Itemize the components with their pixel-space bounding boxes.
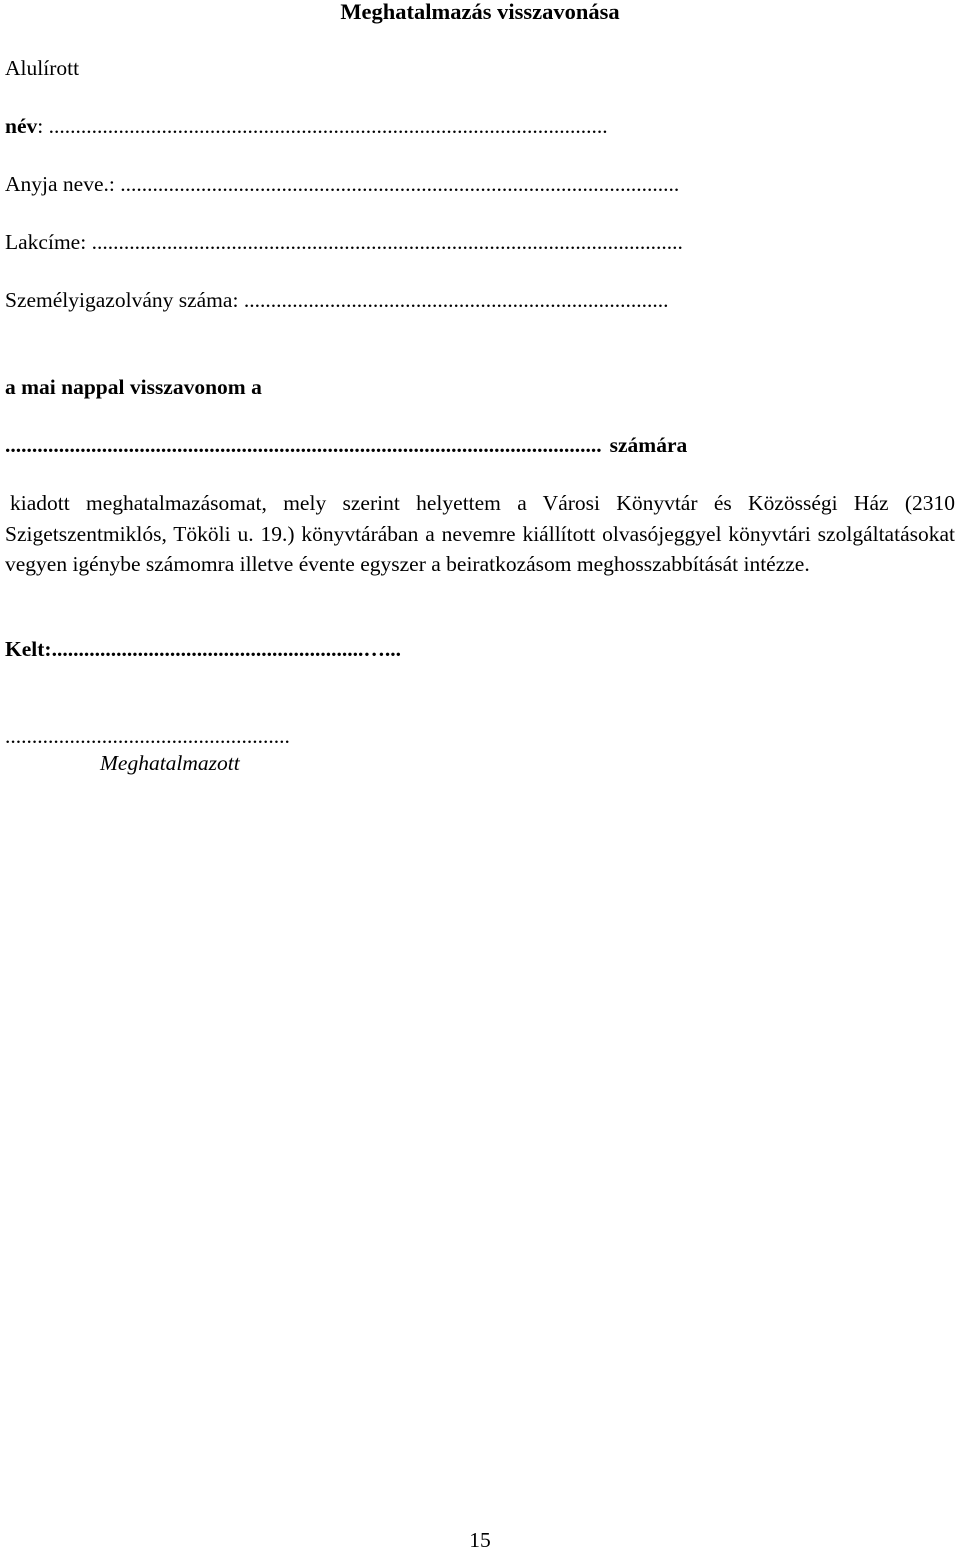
intro-text: Alulírott — [5, 56, 80, 80]
mother-name-field-label: Anyja neve.: — [5, 172, 115, 196]
name-field-separator: : — [37, 114, 44, 138]
address-field-value: .............................................................................................................. — [86, 230, 683, 254]
id-card-field-label: Személyigazolvány száma: — [5, 288, 239, 312]
date-line — [5, 639, 401, 661]
date-label: Kelt: — [5, 637, 52, 661]
page-number: 15 — [469, 1528, 491, 1552]
body-paragraph: kiadott meghatalmazásomat, mely szerint helyettem a Városi Könyvtár és Közösségi Ház (2310 Szigetszentmiklós, Tököli u. 19.) könyvtárában a nevemre kiállított olvasójeggyel könyvtári szolgáltatásokat vegyen igénybe számomra illetve évente egyszer a beiratkozásom meghosszabbítását intézze. — [5, 491, 955, 576]
id-card-field-value: ............................................................................... — [238, 288, 669, 312]
address-field-label: Lakcíme: — [5, 230, 87, 254]
date-dots: ..........................................................…... — [51, 637, 401, 661]
id-card-field-row — [5, 290, 668, 312]
signature-label: Meghatalmazott — [100, 751, 240, 775]
mother-name-field-row — [5, 174, 679, 196]
name-field-value: ........................................................................................................ — [43, 114, 608, 138]
document-title: Meghatalmazás visszavonása — [340, 0, 620, 24]
name-field-label: név — [5, 114, 38, 138]
address-field-row — [5, 232, 683, 254]
revoke-statement: a mai nappal visszavonom a — [5, 375, 262, 399]
recipient-line — [5, 435, 687, 457]
mother-name-field-value: ........................................................................................................ — [114, 172, 680, 196]
name-field-row — [5, 116, 608, 138]
recipient-dots: ............................................................................................................... — [5, 433, 602, 457]
signature-dots: ..................................................... — [5, 724, 290, 748]
recipient-label: számára — [609, 433, 688, 457]
